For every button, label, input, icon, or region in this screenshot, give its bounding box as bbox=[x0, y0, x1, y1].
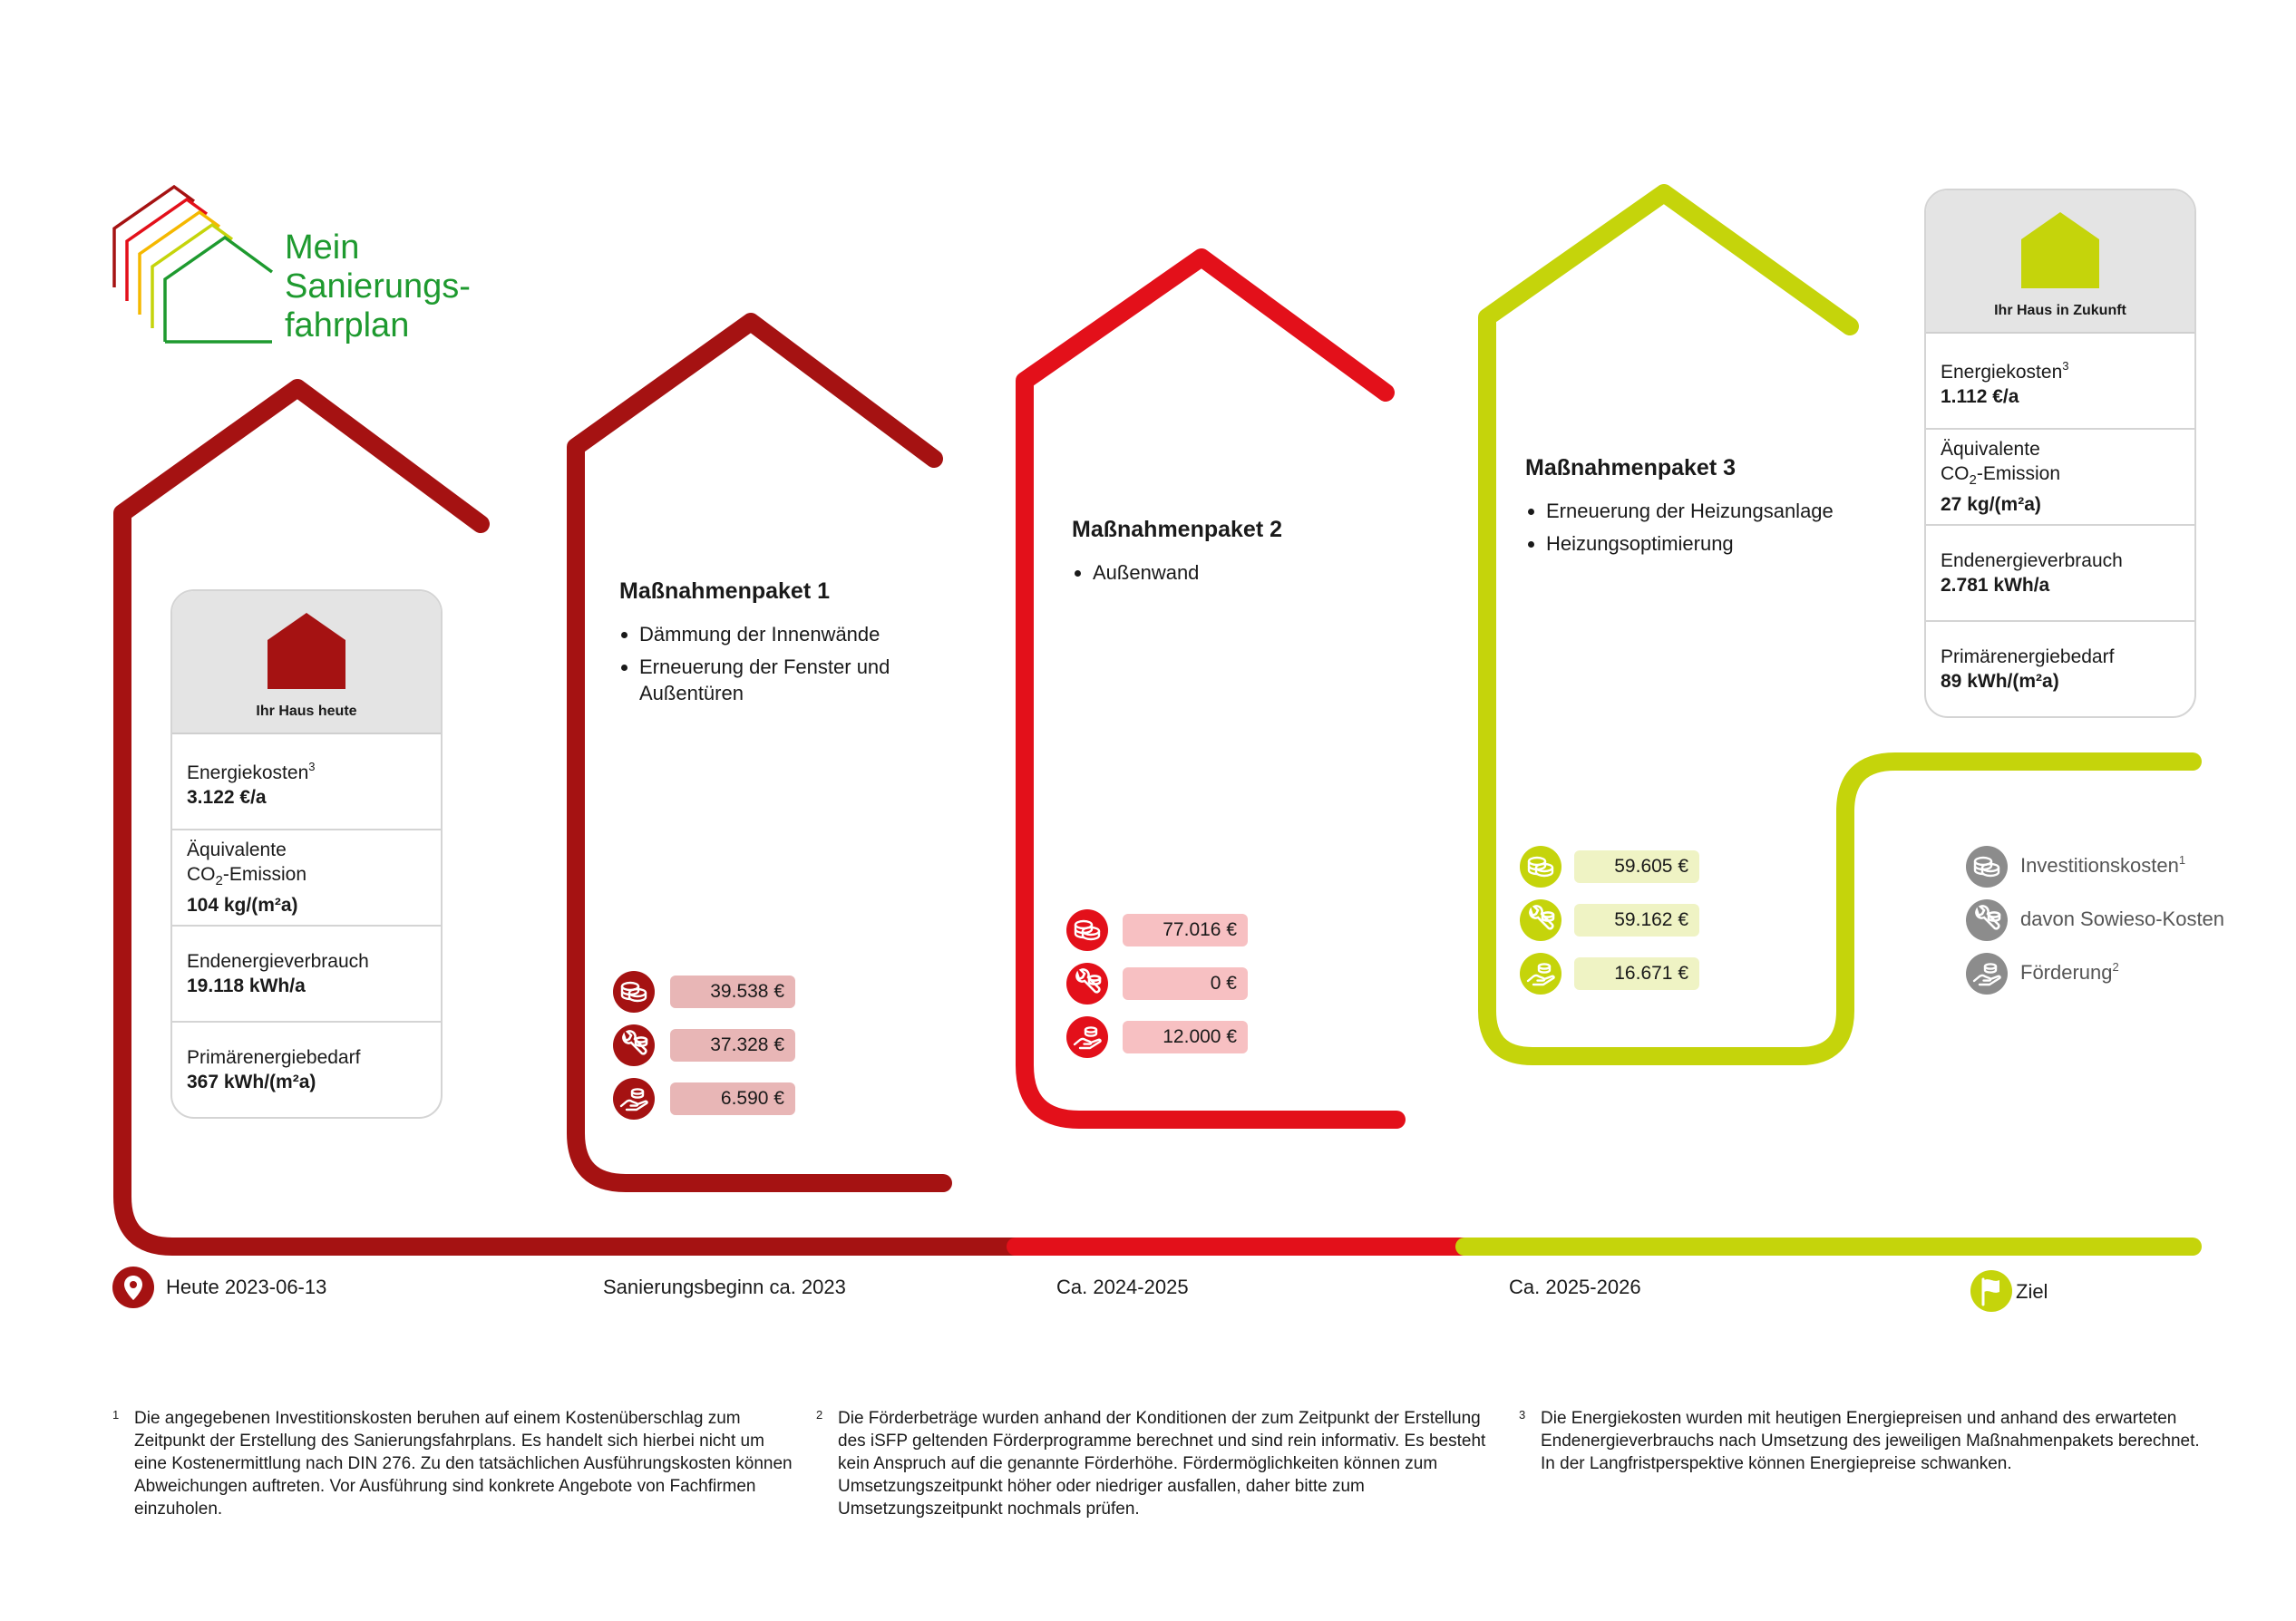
logo-houses-icon bbox=[111, 183, 292, 355]
footnote-1-number: 1 bbox=[112, 1408, 120, 1422]
package3-investment: 59.605 € bbox=[1574, 850, 1699, 883]
legend-sowieso: davon Sowieso-Kosten bbox=[2020, 908, 2225, 930]
footnote-3-number: 3 bbox=[1519, 1408, 1526, 1422]
footnote-2-number: 2 bbox=[816, 1408, 823, 1422]
future-energy-costs: Energiekosten$^3$ 1.112 €/a bbox=[1926, 334, 2194, 430]
footnote-1: Die angegebenen Investitionskosten beruhen auf einem Kostenüberschlag zum Zeitpunkt der Erstellung des Sanierungsfahrplans. Es handelt sich hierbei nicht um eine Kostenermittlung nach DIN 276. Zu den tatsächlichen Ausführungskosten können Abweichungen auftreten. Vor Ausführung sind konkrete Angebote von Fachfirmen einzuholen. bbox=[134, 1409, 793, 1519]
logo bbox=[111, 183, 510, 355]
logo-title bbox=[285, 228, 471, 345]
today-primary-energy: Primärenergiebedarf 367 kWh/(m²a) bbox=[172, 1023, 441, 1117]
today-co2-emission: Äquivalente $CO_2$-Emission 104 kg/(m²a) bbox=[172, 830, 441, 927]
logo-line-1: Mein bbox=[285, 228, 360, 267]
future-final-energy: Endenergieverbrauch 2.781 kWh/a bbox=[1926, 526, 2194, 622]
today-card-header bbox=[172, 591, 441, 734]
wrench-icon bbox=[613, 1024, 655, 1066]
package2-sowieso: 0 € bbox=[1123, 967, 1248, 1000]
coins-icon bbox=[1966, 846, 2008, 888]
timeline-package3: Ca. 2025-2026 bbox=[1509, 1276, 1641, 1298]
future-primary-energy: Primärenergiebedarf 89 kWh/(m²a) bbox=[1926, 622, 2194, 716]
location-pin-icon bbox=[112, 1267, 154, 1308]
footnote-2: Die Förderbeträge wurden anhand der Konditionen der zum Zeitpunkt der Erstellung des iSFP geltenden Förderprogramme berechnet und sind rein informativ. Es besteht kein Anspruch auf die genannte Förderhöhe. Fördermöglichkeiten können zum Umsetzungszeitpunkt höher oder niedriger ausfallen, daher bitte zum Umsetzungszeitpunkt nochmals prüfen. bbox=[838, 1409, 1486, 1519]
hand-coin-icon bbox=[613, 1078, 655, 1120]
wrench-icon bbox=[1520, 899, 1561, 941]
package1-sowieso: 37.328 € bbox=[670, 1029, 795, 1062]
package3-measure: • Heizungsoptimierung bbox=[1546, 530, 1927, 557]
coins-icon bbox=[1066, 909, 1108, 951]
package1-title: Maßnahmenpaket 1 bbox=[619, 578, 831, 604]
package2-funding: 12.000 € bbox=[1123, 1021, 1248, 1053]
package3-funding: 16.671 € bbox=[1574, 957, 1699, 990]
today-energy-costs-value: 3.122 €/a bbox=[187, 786, 267, 808]
future-card bbox=[1924, 189, 2196, 718]
package1-measure: • Erneuerung der Fenster und Außentüren bbox=[639, 654, 966, 706]
timeline-start: Sanierungsbeginn ca. 2023 bbox=[603, 1276, 846, 1298]
wrench-icon bbox=[1966, 899, 2008, 941]
future-co2-emission: Äquivalente $CO_2$-Emission 27 kg/(m²a) bbox=[1926, 430, 2194, 526]
future-energy-costs-value: 1.112 €/a bbox=[1941, 385, 2019, 407]
today-primary-energy-value: 367 kWh/(m²a) bbox=[187, 1072, 316, 1092]
today-card-caption: Ihr Haus heute bbox=[256, 704, 357, 719]
today-energy-costs: Energiekosten$^3$ 3.122 €/a bbox=[172, 734, 441, 830]
future-final-energy-value: 2.781 kWh/a bbox=[1941, 575, 2050, 596]
package3-title: Maßnahmenpaket 3 bbox=[1525, 455, 1737, 480]
package2-investment: 77.016 € bbox=[1123, 914, 1248, 946]
package2-title: Maßnahmenpaket 2 bbox=[1072, 517, 1283, 542]
package1-measure: • Dämmung der Innenwände bbox=[639, 621, 966, 647]
timeline-goal: Ziel bbox=[2016, 1280, 2048, 1303]
package2-measure: • Außenwand bbox=[1093, 559, 1419, 586]
hand-coin-icon bbox=[1520, 953, 1561, 995]
house-lime-icon bbox=[2019, 210, 2101, 290]
footnote-3: Die Energiekosten wurden mit heutigen Energiepreisen und anhand des erwarteten Endenergieverbrauchs nach Umsetzung des jeweiligen Maßnahmenpakets berechnet. In der Langfristperspektive können Energiepreise schwanken. bbox=[1541, 1409, 2200, 1473]
timeline-package2: Ca. 2024-2025 bbox=[1056, 1276, 1189, 1298]
house-red-icon bbox=[266, 611, 347, 691]
package1-investment: 39.538 € bbox=[670, 976, 795, 1008]
legend-investment: Investitionskosten$^1$ bbox=[2020, 853, 2186, 877]
today-final-energy: Endenergieverbrauch 19.118 kWh/a bbox=[172, 927, 441, 1023]
legend-funding: Förderung$^2$ bbox=[2020, 960, 2119, 984]
hand-coin-icon bbox=[1066, 1016, 1108, 1058]
today-final-energy-value: 19.118 kWh/a bbox=[187, 976, 306, 996]
package1-funding: 6.590 € bbox=[670, 1082, 795, 1115]
logo-line-3: fahrplan bbox=[285, 306, 410, 345]
coins-icon bbox=[613, 971, 655, 1013]
future-card-caption: Ihr Haus in Zukunft bbox=[1994, 303, 2126, 318]
future-co2-value: 27 kg/(m²a) bbox=[1941, 494, 2041, 515]
today-co2-value: 104 kg/(m²a) bbox=[187, 895, 298, 916]
coins-icon bbox=[1520, 846, 1561, 888]
package3-measures bbox=[1519, 498, 1927, 563]
wrench-icon bbox=[1066, 963, 1108, 1005]
package3-sowieso: 59.162 € bbox=[1574, 904, 1699, 937]
today-card bbox=[170, 589, 443, 1119]
package2-measures bbox=[1065, 559, 1419, 592]
hand-coin-icon bbox=[1966, 953, 2008, 995]
package3-measure: • Erneuerung der Heizungsanlage bbox=[1546, 498, 1927, 524]
logo-line-2: Sanierungs- bbox=[285, 267, 471, 306]
timeline-today: Heute 2023-06-13 bbox=[166, 1276, 327, 1298]
flag-icon bbox=[1970, 1270, 2012, 1312]
package1-measures bbox=[612, 621, 966, 713]
future-primary-energy-value: 89 kWh/(m²a) bbox=[1941, 671, 2059, 692]
future-card-header bbox=[1926, 190, 2194, 334]
